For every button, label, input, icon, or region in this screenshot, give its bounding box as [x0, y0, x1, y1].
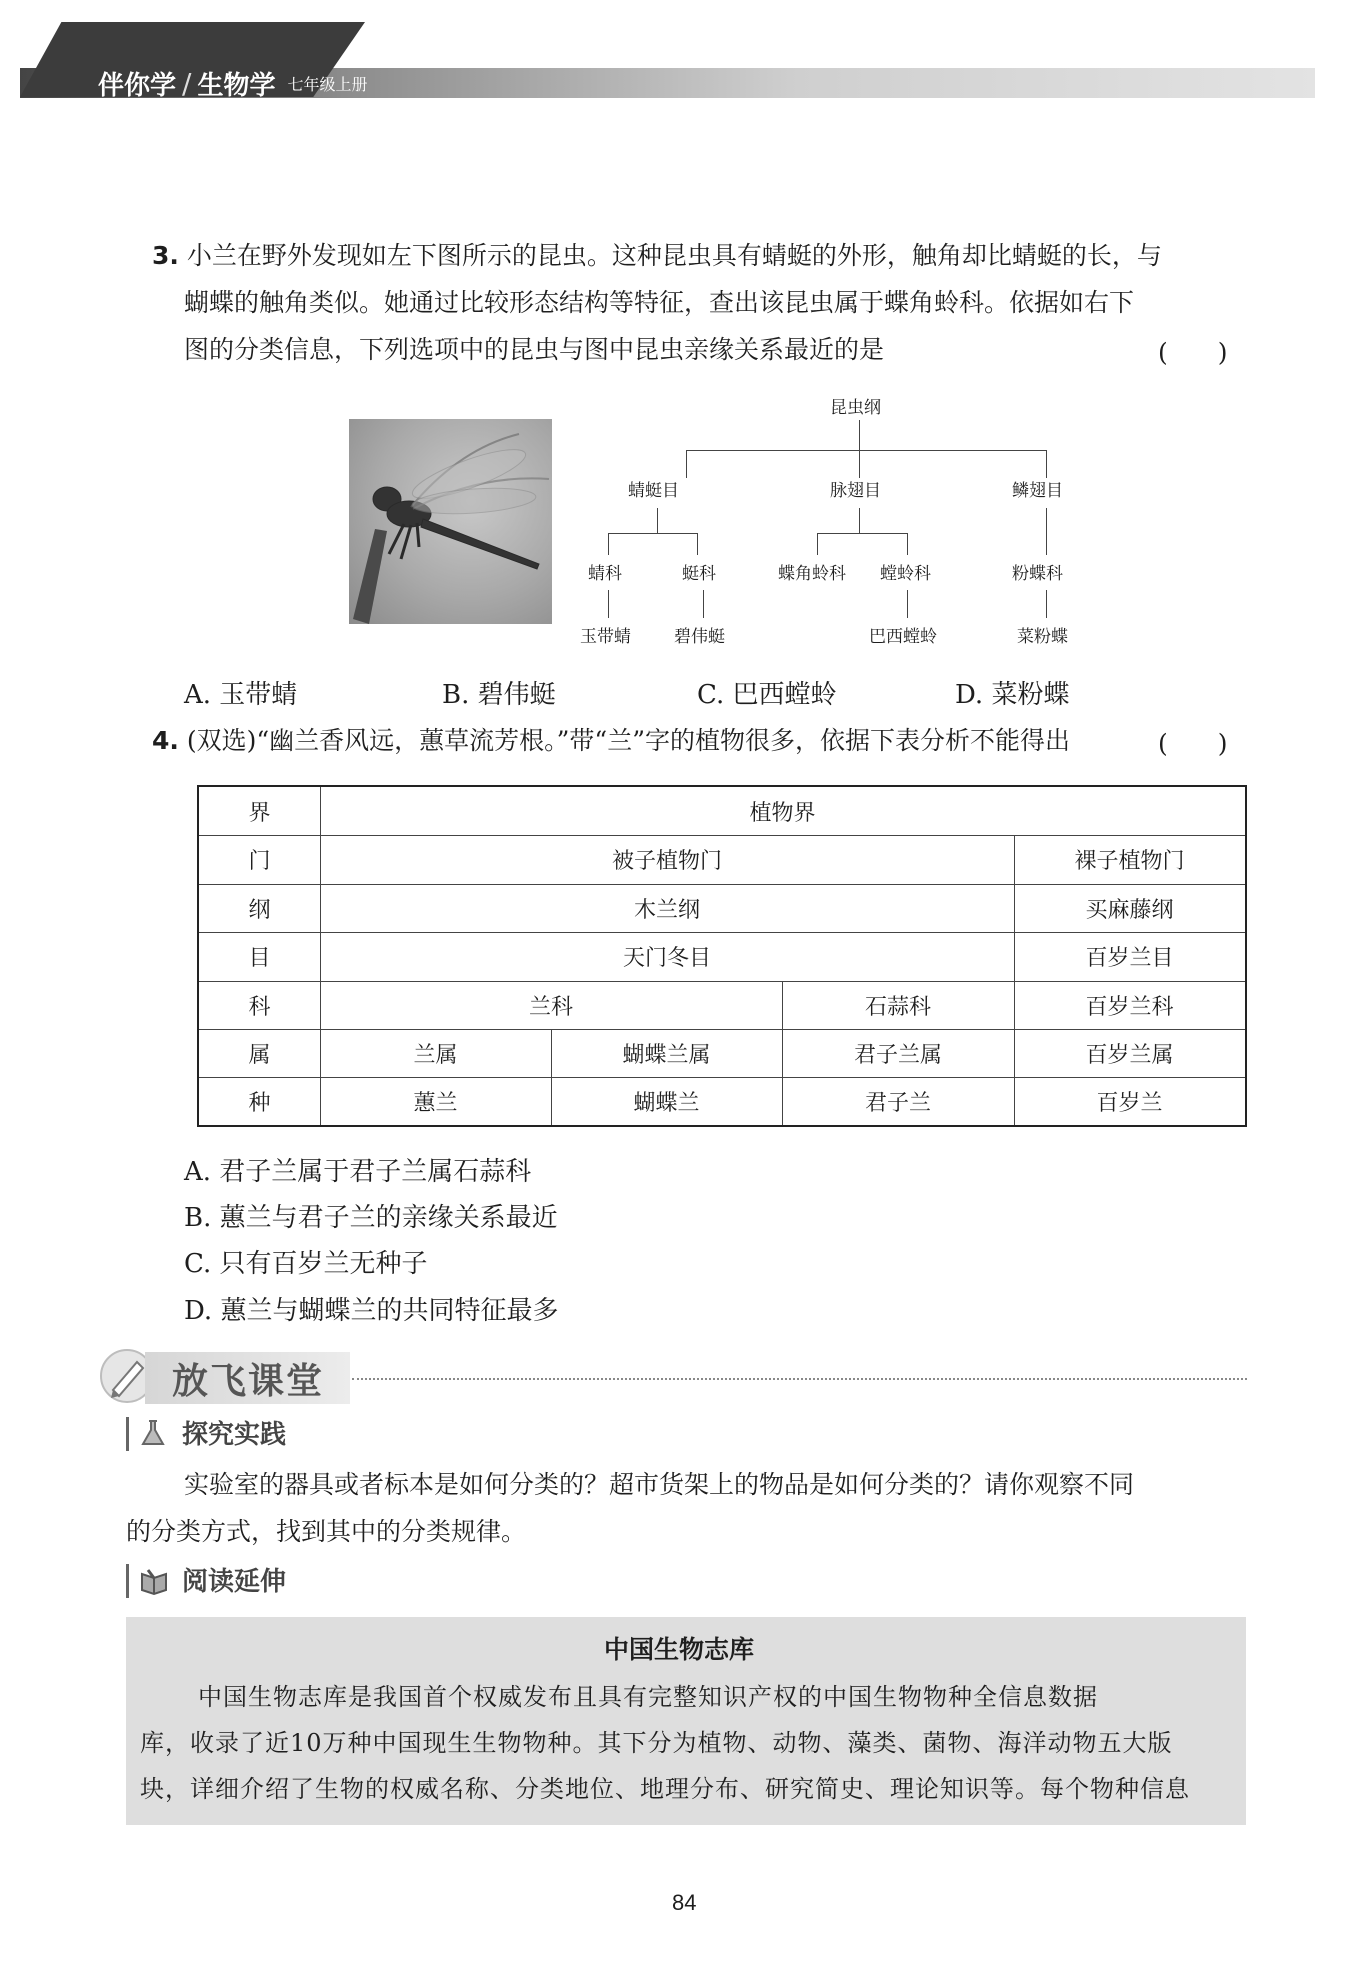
page-number: 84	[672, 1890, 697, 1915]
explore-title: 探究实践	[182, 1420, 287, 1450]
book-icon	[138, 1566, 170, 1596]
tree-root-label: 昆虫纲	[830, 398, 881, 418]
tree-connector	[907, 590, 908, 618]
tree-connector	[817, 533, 818, 555]
q3-number: 3.	[152, 241, 179, 270]
cell-genus-1: 兰属	[413, 1042, 458, 1068]
cell-species-4: 百岁兰	[1096, 1090, 1163, 1116]
tree-connector	[697, 533, 698, 555]
tree-connector	[859, 420, 860, 450]
tree-family-aeshnidae: 蜓科	[682, 564, 716, 584]
tree-family-ascalaphidae: 蝶角蛉科	[778, 564, 846, 584]
q4-answer-paren: ( )	[1158, 729, 1228, 758]
q4-line	[152, 724, 1070, 758]
cell-genus-2: 蝴蝶兰属	[622, 1042, 711, 1068]
tree-order-neuroptera: 脉翅目	[830, 481, 881, 501]
q3-option-d: D. 菜粉蝶	[955, 680, 1070, 710]
q4-option-d: D. 蕙兰与蝴蝶兰的共同特征最多	[184, 1296, 559, 1326]
rank-phylum: 门	[248, 849, 271, 874]
tree-connector	[859, 508, 860, 533]
rank-family: 科	[248, 994, 271, 1020]
tree-species-1: 玉带蜻	[580, 627, 631, 647]
tree-species-4: 菜粉蝶	[1017, 627, 1068, 647]
reading-box-title: 中国生物志库	[604, 1635, 755, 1664]
tree-connector	[608, 590, 609, 618]
subsection-bar	[126, 1417, 129, 1451]
q4-text: (双选)“幽兰香风远，蕙草流芳根。”带“兰”字的植物很多，依据下表分析不能得出	[186, 726, 1070, 755]
tree-order-lepidoptera: 鳞翅目	[1012, 481, 1063, 501]
q4-option-a: A. 君子兰属于君子兰属石蒜科	[184, 1157, 532, 1187]
header-brand: 伴你学	[98, 70, 177, 101]
q3-line-2: 蝴蝶的触角类似。她通过比较形态结构等特征，查出该昆虫属于蝶角蛉科。依据如右下	[184, 288, 1135, 317]
cell-species-2: 蝴蝶兰	[633, 1090, 700, 1116]
cell-phylum-angiosperm: 被子植物门	[611, 849, 722, 874]
tree-connector	[859, 450, 860, 478]
q4-option-c: C. 只有百岁兰无种子	[184, 1249, 428, 1279]
cell-species-1: 蕙兰	[413, 1090, 458, 1116]
q3-line-3: 图的分类信息，下列选项中的昆虫与图中昆虫亲缘关系最近的是	[184, 335, 885, 364]
q3-option-a: A. 玉带蜻	[184, 680, 298, 710]
explore-line-2: 的分类方式，找到其中的分类规律。	[126, 1517, 527, 1546]
cell-family-3: 百岁兰科	[1085, 994, 1174, 1020]
tree-family-libellulidae: 蜻科	[588, 564, 622, 584]
header-slash-icon: /	[182, 66, 192, 100]
rank-class: 纲	[248, 897, 271, 923]
header-subject: 生物学	[197, 70, 276, 101]
cell-class-2: 买麻藤纲	[1085, 897, 1174, 923]
cell-family-1: 兰科	[528, 994, 573, 1020]
cell-phylum-gymnosperm: 裸子植物门	[1074, 849, 1185, 874]
section-divider	[352, 1378, 1247, 1380]
section-title: 放飞课堂	[172, 1361, 325, 1402]
q3-option-c: C. 巴西螳蛉	[697, 680, 837, 710]
cell-order-2: 百岁兰目	[1085, 946, 1174, 971]
classification-table	[197, 785, 1247, 1127]
q3-answer-paren: ( )	[1158, 338, 1228, 367]
tree-connector	[703, 590, 704, 618]
tree-family-mantispidae: 螳蛉科	[880, 564, 931, 584]
rank-genus: 属	[248, 1042, 271, 1068]
reading-line-1: 中国生物志库是我国首个权威发布且具有完整知识产权的中国生物物种全信息数据	[198, 1683, 1098, 1711]
explore-line-1: 实验室的器具或者标本是如何分类的？超市货架上的物品是如何分类的？请你观察不同	[184, 1470, 1135, 1499]
cell-genus-4: 百岁兰属	[1085, 1042, 1174, 1068]
cell-class-1: 木兰纲	[633, 897, 700, 923]
tree-connector	[1046, 450, 1047, 478]
reading-line-3: 块，详细介绍了生物的权威名称、分类地位、地理分布、研究简史、理论知识等。每个物种信息	[140, 1775, 1190, 1803]
tree-species-2: 碧伟蜓	[674, 627, 725, 647]
reading-title: 阅读延伸	[182, 1567, 287, 1597]
subsection-bar	[126, 1564, 129, 1598]
reading-line-2: 库，收录了近10万种中国现生生物物种。其下分为植物、动物、藻类、菌物、海洋动物五大版	[140, 1729, 1173, 1757]
tree-connector	[608, 533, 609, 555]
tree-family-pieridae: 粉蝶科	[1012, 564, 1063, 584]
tree-connector	[1046, 508, 1047, 555]
q3-option-b: B. 碧伟蜓	[442, 680, 556, 710]
tree-species-3: 巴西螳蛉	[869, 627, 937, 647]
tree-connector	[657, 508, 658, 533]
cell-species-3: 君子兰	[864, 1090, 931, 1116]
q3-line-1	[152, 239, 1162, 273]
tree-order-odonata: 蜻蜓目	[628, 481, 679, 501]
q3-text-1: 小兰在野外发现如左下图所示的昆虫。这种昆虫具有蜻蜓的外形，触角却比蜻蜓的长，与	[186, 241, 1162, 270]
rank-kingdom: 界	[248, 800, 271, 826]
q4-option-b: B. 蕙兰与君子兰的亲缘关系最近	[184, 1203, 558, 1233]
cell-genus-3: 君子兰属	[853, 1042, 942, 1068]
rank-order: 目	[248, 946, 271, 971]
q4-number: 4.	[152, 726, 179, 755]
tree-connector	[907, 533, 908, 555]
tree-connector	[686, 450, 1047, 451]
tree-connector	[608, 533, 698, 534]
tree-connector	[1046, 590, 1047, 618]
flask-icon	[138, 1418, 168, 1448]
cell-order-1: 天门冬目	[622, 946, 711, 971]
tree-connector	[817, 533, 908, 534]
tree-connector	[686, 450, 687, 478]
cell-kingdom: 植物界	[749, 800, 816, 826]
header-grade: 七年级上册	[287, 74, 368, 94]
header	[98, 66, 367, 100]
rank-species: 种	[248, 1090, 271, 1116]
cell-family-2: 石蒜科	[864, 994, 931, 1020]
dragonfly-photo	[349, 419, 552, 624]
